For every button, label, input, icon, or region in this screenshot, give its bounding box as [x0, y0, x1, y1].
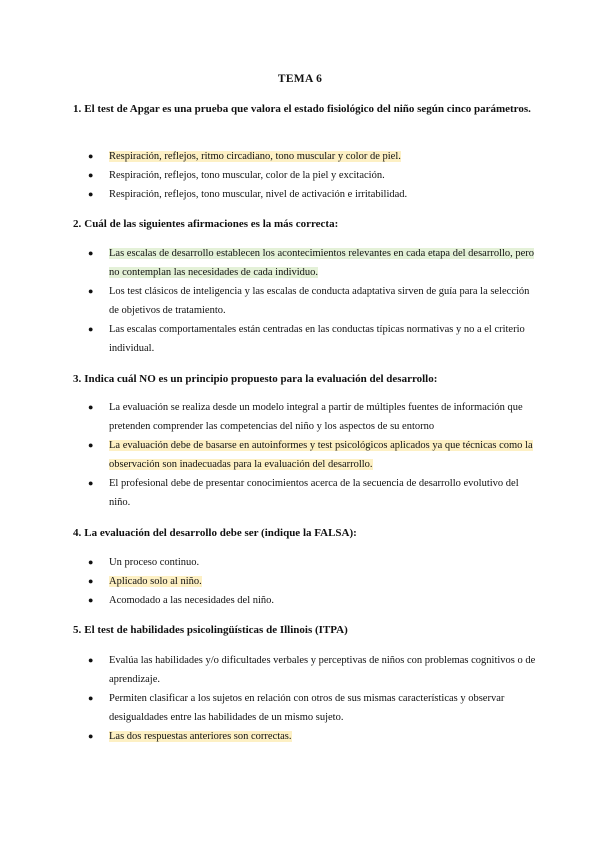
bullet-icon: ●: [88, 151, 94, 161]
question-text: La evaluación del desarrollo debe ser (indique la FALSA):: [84, 527, 357, 539]
options-list-4: [0, 553, 600, 610]
bullet-icon: ●: [88, 557, 94, 567]
bullet-icon: ●: [88, 440, 94, 450]
question-2: [73, 215, 533, 234]
question-number: 1.: [73, 103, 82, 115]
list-item: [0, 572, 539, 591]
bullet-icon: ●: [88, 655, 94, 665]
list-item: [0, 651, 539, 689]
options-list-2: [0, 244, 600, 358]
answer-highlighted: Las dos respuestas anteriores son correctas.: [109, 731, 292, 742]
bullet-icon: ●: [88, 248, 94, 258]
option-text: Acomodado a las necesidades del niño.: [109, 595, 275, 606]
options-list-5: [0, 651, 600, 746]
question-3: [73, 370, 533, 389]
bullet-icon: ●: [88, 478, 94, 488]
question-number: 4.: [73, 527, 82, 539]
question-number: 3.: [73, 373, 82, 385]
option-text: Respiración, reflejos, tono muscular, color de la piel y excitación.: [109, 170, 385, 181]
list-item: [0, 282, 539, 320]
answer-highlighted: Respiración, reflejos, ritmo circadiano, tono muscular y color de piel.: [109, 151, 401, 162]
question-4: [73, 524, 533, 543]
options-list-1: [0, 147, 600, 204]
list-item: [0, 727, 539, 746]
bullet-icon: ●: [88, 576, 94, 586]
option-text: Los test clásicos de inteligencia y las escalas de conducta adaptativa sirven de guía para la selección de objetivos de tratamiento.: [109, 286, 530, 316]
list-item: [0, 553, 539, 572]
list-item: [0, 689, 539, 727]
list-item: [0, 398, 539, 436]
option-text: Un proceso continuo.: [109, 557, 200, 568]
option-text: Respiración, reflejos, tono muscular, nivel de activación e irritabilidad.: [109, 189, 408, 200]
bullet-icon: ●: [88, 324, 94, 334]
bullet-icon: ●: [88, 693, 94, 703]
list-item: [0, 185, 539, 204]
list-item: [0, 320, 539, 358]
question-5: [73, 621, 533, 640]
question-text: El test de habilidades psicolingüísticas de Illinois (ITPA): [84, 624, 348, 636]
list-item: [0, 166, 539, 185]
list-item: [0, 244, 539, 282]
question-text: Indica cuál NO es un principio propuesto para la evaluación del desarrollo:: [84, 373, 438, 385]
question-1: [73, 100, 533, 119]
bullet-icon: ●: [88, 402, 94, 412]
bullet-icon: ●: [88, 189, 94, 199]
list-item: [0, 147, 539, 166]
option-text: Evalúa las habilidades y/o dificultades verbales y perceptivas de niños con problemas cognitivos o de aprendizaje.: [109, 655, 536, 685]
bullet-icon: ●: [88, 731, 94, 741]
question-text: Cuál de las siguientes afirmaciones es la más correcta:: [84, 218, 339, 230]
list-item: [0, 474, 539, 512]
options-list-3: [0, 398, 600, 512]
option-text: Permiten clasificar a los sujetos en relación con otros de sus mismas características y observar desigualdades entre las habilidades de un mismo sujeto.: [109, 693, 505, 723]
answer-highlighted: La evaluación debe de basarse en autoinformes y test psicológicos aplicados ya que técnicas como la observación son inadecuadas para la evaluación del desarrollo.: [109, 440, 533, 470]
option-text: Las escalas comportamentales están centradas en las conductas típicas normativas y no a el criterio individual.: [109, 324, 525, 354]
question-number: 2.: [73, 218, 82, 230]
bullet-icon: ●: [88, 286, 94, 296]
list-item: [0, 436, 539, 474]
option-text: El profesional debe de presentar conocimientos acerca de la secuencia de desarrollo evolutivo del niño.: [109, 478, 519, 508]
bullet-icon: ●: [88, 595, 94, 605]
page-title: TEMA 6: [277, 73, 323, 85]
question-number: 5.: [73, 624, 82, 636]
answer-highlighted: Aplicado solo al niño.: [109, 576, 202, 587]
question-text: El test de Apgar es una prueba que valora el estado fisiológico del niño según cinco parámetros.: [84, 103, 531, 115]
list-item: [0, 591, 539, 610]
option-text: La evaluación se realiza desde un modelo integral a partir de múltiples fuentes de información que pretenden comprender las competencias del niño y los aspectos de su entorno: [109, 402, 523, 432]
answer-highlighted: Las escalas de desarrollo establecen los acontecimientos relevantes en cada etapa del desarrollo, pero no contemplan las necesidades de cada individuo.: [109, 248, 535, 278]
bullet-icon: ●: [88, 170, 94, 180]
